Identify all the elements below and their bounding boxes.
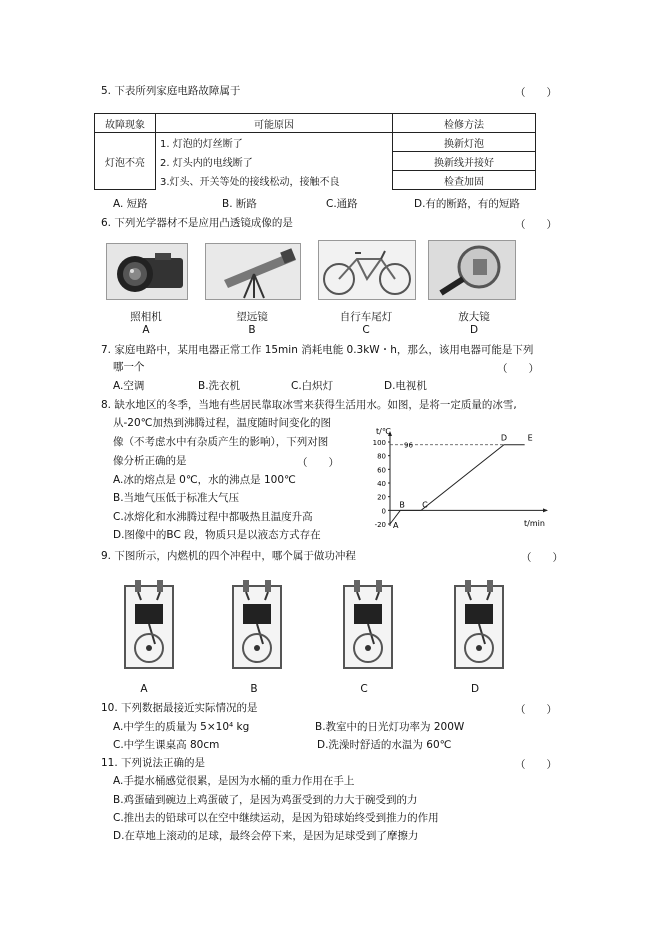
q6-item-a-label: 照相机 [130,311,162,323]
q11-option-a[interactable]: A.手提水桶感觉很累，是因为水桶的重力作用在手上 [113,775,355,787]
chart-y-tick-label: 0 [381,507,386,516]
q5-option-b[interactable]: B. 断路 [222,198,257,210]
magnifier-photo [428,240,516,300]
q5-option-d[interactable]: D.有的断路，有的短路 [414,198,520,210]
q7-option-d[interactable]: D.电视机 [384,380,427,392]
q8-option-b[interactable]: B.当地气压低于标准大气压 [113,492,240,504]
chart-point-label: D [500,433,508,443]
q11-option-b[interactable]: B.鸡蛋磕到碗边上鸡蛋破了，是因为鸡蛋受到的力大于碗受到的力 [113,794,418,806]
cause-cell: 2. 灯头内的电线断了 [156,152,393,171]
q9-option-b[interactable]: B [250,683,258,695]
chart-series-line [390,445,525,524]
q7-option-a[interactable]: A.空调 [113,380,145,392]
telescope-photo [205,243,301,300]
q7-answer-bracket: （ ） [497,363,539,375]
bicycle-photo [318,240,416,300]
camera-photo [106,243,188,300]
chart-y-tick-label: 40 [377,480,386,488]
chart-y-tick-label: 20 [377,493,386,502]
q5-stem: 5. 下表所列家庭电路故障属于 [101,85,241,97]
q6-option-c[interactable]: C [362,324,370,336]
engine-stroke-diagram [447,578,511,679]
q6-item-d-label: 放大镜 [458,311,490,323]
q8-stem-line1: 8. 缺水地区的冬季，当地有些居民靠取冰雪来获得生活用水。如图，是将一定质量的冰雪, [101,399,517,411]
header-symptom: 故障现象 [95,114,156,133]
q10-option-a[interactable]: A.中学生的质量为 5×10⁴ kg [113,721,250,733]
q6-answer-bracket: （ ） [515,219,557,231]
engine-stroke-diagram [117,578,181,679]
fault-table [94,113,536,190]
q7-stem-line1: 7. 家庭电路中，某用电器正常工作 15min 消耗电能 0.3kW・h，那么，该用电器可能是下列 [101,344,534,356]
fix-cell: 换新灯泡 [393,133,536,152]
q8-answer-bracket: （ ） [297,457,339,469]
q11-stem: 11. 下列说法正确的是 [101,757,206,769]
q7-option-b[interactable]: B.洗衣机 [198,380,241,392]
q9-stem: 9. 下图所示，内燃机的四个冲程中，哪个属于做功冲程 [101,550,356,562]
chart-point-label: A [393,521,399,530]
q10-option-d[interactable]: D.洗澡时舒适的水温为 60℃ [317,739,452,751]
header-cause: 可能原因 [156,114,393,133]
q5-option-c[interactable]: C.通路 [326,198,358,210]
q8-option-c[interactable]: C.冰熔化和水沸腾过程中都吸热且温度升高 [113,511,313,523]
chart-x-arrow [543,508,548,512]
q9-option-a[interactable]: A [140,683,148,695]
cause-cell: 3.灯头、开关等处的接线松动，接触不良 [156,171,393,190]
q7-option-c[interactable]: C.白炽灯 [291,380,334,392]
q9-option-d[interactable]: D [470,683,480,695]
q5-option-a[interactable]: A. 短路 [113,198,148,210]
q6-item-b-label: 望远镜 [236,311,268,323]
engine-stroke-diagram [336,578,400,679]
q8-stem-line4: 像分析正确的是 [113,455,187,467]
header-fix: 检修方法 [393,114,536,133]
q11-answer-bracket: （ ） [515,759,557,771]
q10-stem: 10. 下列数据最接近实际情况的是 [101,702,258,714]
q11-option-c[interactable]: C.推出去的铅球可以在空中继续运动，是因为铅球始终受到推力的作用 [113,812,439,824]
q8-stem-line3: 像（不考虑水中有杂质产生的影响），下列对图 [113,436,329,448]
symptom-cell: 灯泡不亮 [95,133,156,190]
q10-option-b[interactable]: B.教室中的日光灯功率为 200W [315,721,465,733]
q7-stem-line2: 哪一个 [113,361,145,373]
q10-option-c[interactable]: C.中学生课桌高 80cm [113,739,220,751]
q8-stem-line2: 从-20℃加热到沸腾过程，温度随时间变化的图 [113,417,331,429]
q11-option-d[interactable]: D.在草地上滚动的足球，最终会停下来，是因为足球受到了摩擦力 [113,830,419,842]
chart-point-label: E [527,433,533,443]
cause-cell: 1. 灯泡的灯丝断了 [156,133,393,152]
q6-option-d[interactable]: D [469,324,479,336]
q6-option-a[interactable]: A [142,324,150,336]
chart-y-tick-label: 100 [372,439,386,447]
chart-y-axis-label: t/℃ [376,427,391,436]
q6-option-b[interactable]: B [248,324,256,336]
q5-answer-bracket: （ ） [515,87,557,99]
chart-x-axis-label: t/min [524,519,545,528]
fix-cell: 检查加固 [393,171,536,190]
q8-option-d[interactable]: D.图像中的BC 段，物质只是以液态方式存在 [113,529,321,541]
fix-cell: 换新线并接好 [393,152,536,171]
q9-option-c[interactable]: C [360,683,368,695]
chart-y-tick-label: 60 [377,466,386,475]
q8-option-a[interactable]: A.冰的熔点是 0℃，水的沸点是 100℃ [113,474,296,486]
chart-point-label: B [399,500,405,510]
q6-stem: 6. 下列光学器材不是应用凸透镜成像的是 [101,217,293,229]
q10-answer-bracket: （ ） [515,704,557,716]
chart-y-tick-label: 80 [377,452,386,461]
engine-stroke-diagram [225,578,289,679]
temperature-time-chart [360,424,560,534]
chart-point-label: C [422,500,428,510]
chart-y-tick-label: -20 [374,521,386,529]
chart-dashed-value-label: 96 [404,441,413,450]
q9-answer-bracket: （ ） [521,552,563,564]
q6-item-c-label: 自行车尾灯 [339,311,393,323]
